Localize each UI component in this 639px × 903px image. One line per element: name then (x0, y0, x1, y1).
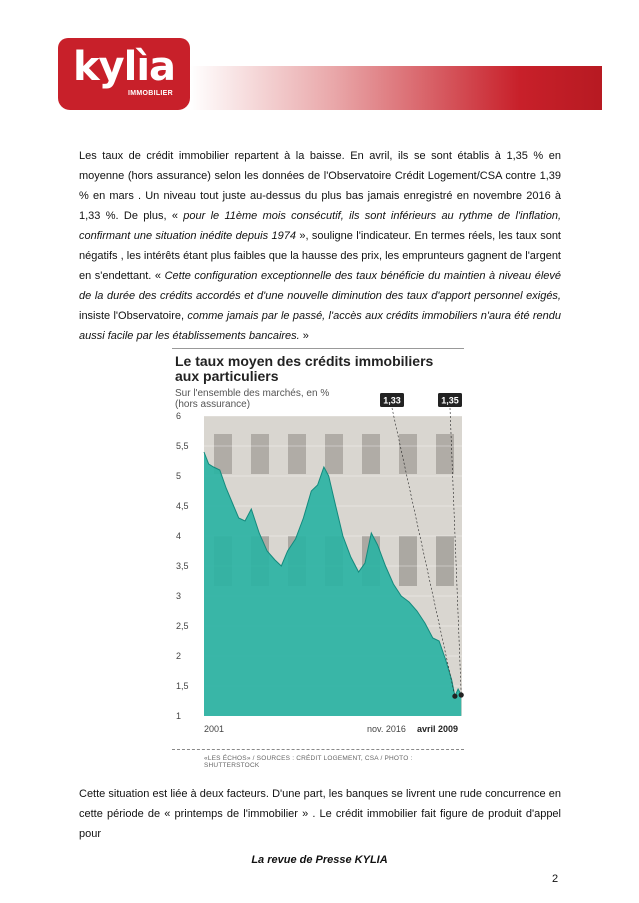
page-number: 2 (552, 873, 559, 885)
para1-text-3: insiste l'Observatoire, (79, 310, 188, 322)
article-paragraph-1 (79, 146, 561, 346)
building-window (288, 434, 306, 474)
y-tick-label: 6 (176, 411, 182, 421)
y-tick-label: 4 (176, 531, 182, 541)
annotation-label: 1,33 (383, 395, 401, 406)
annotation-marker (459, 692, 464, 697)
x-tick-label: 2001 (204, 724, 225, 734)
header-tagline: UNE FAMILLE DE SPECIALISTES (372, 160, 510, 169)
para1-text-1: Les taux de crédit immobilier repartent à la baisse. En avril, ils se sont établis à 1,35 % en moyenne (hors assurance) selon les données de l'Observatoire Crédit Logement/CSA contre 1,39 % en mars . Un niveau tout juste au-dessus du plus bas jamais enregistré en novembre 2016 à 1,33 %. De plus, « (79, 150, 561, 222)
y-tick-label: 1,5 (176, 681, 189, 691)
para1-quote-2: Cette configuration exceptionnelle des taux bénéficie du maintien à niveau élevé de la durée des crédits accordés et d'une nouvelle diminution des taux d'apport personnel exigés, (79, 270, 561, 302)
x-tick-label: avril 2009 (417, 724, 459, 734)
chart-subtitle-line-2: (hors assurance) (175, 399, 251, 410)
y-tick-label: 5 (176, 471, 182, 481)
article-paragraph-2: Cette situation est liée à deux facteurs. D'une part, les banques se livrent une rude concurrence en cette période de « printemps de l'immobilier » . Le crédit immobilier fait figure de produit d'appel pour (79, 788, 561, 840)
y-tick-label: 1 (176, 711, 182, 721)
kylia-logo (58, 38, 190, 110)
building-window (436, 536, 454, 586)
building-window (251, 434, 269, 474)
y-tick-label: 5,5 (176, 441, 189, 451)
y-tick-label: 2,5 (176, 621, 189, 631)
x-tick-label: nov. 2016 (367, 724, 406, 734)
para1-text-4: » (299, 330, 309, 342)
para1-quote-3: comme jamais par le passé, l'accès aux crédits immobiliers n'aura été rendu aussi facile par les établissements bancaires. (79, 310, 561, 342)
annotation-marker (452, 694, 457, 699)
y-tick-label: 4,5 (176, 501, 189, 511)
annotation-label: 1,35 (441, 395, 459, 406)
building-window (399, 434, 417, 474)
chart-subtitle-line-1: Sur l'ensemble des marchés, en % (175, 388, 330, 399)
interest-rate-chart (172, 346, 464, 776)
y-tick-label: 3,5 (176, 561, 189, 571)
header-band (190, 66, 602, 169)
logo-wordmark: kylìa (72, 44, 176, 90)
y-tick-label: 3 (176, 591, 182, 601)
chart-title: Le taux moyen des crédits immobiliers aux particuliers (175, 353, 434, 384)
building-window (399, 536, 417, 586)
building-window (362, 434, 380, 474)
y-tick-label: 2 (176, 651, 182, 661)
chart-source: «LES ÉCHOS» / SOURCES : CRÉDIT LOGEMENT, CSA / PHOTO : SHUTTERSTOCK (204, 755, 413, 769)
chart-plot (172, 346, 464, 746)
chart-bottom-rule (172, 749, 464, 750)
para1-quote-1: pour le 11ème mois consécutif, ils sont inférieurs au rythme de l'inflation, confirmant une situation inédite depuis 1974 (79, 210, 561, 242)
building-window (325, 434, 343, 474)
logo-subtitle: IMMOBILIER (128, 90, 173, 97)
para1-text-2: », souligne l'indicateur. En termes réels, les taux sont négatifs , les intérêts étant plus faibles que la hausse des prix, les emprunteurs gagnent de l'argent en s'endettant. « (79, 230, 561, 282)
footer-title: La revue de Presse KYLIA (251, 854, 388, 866)
